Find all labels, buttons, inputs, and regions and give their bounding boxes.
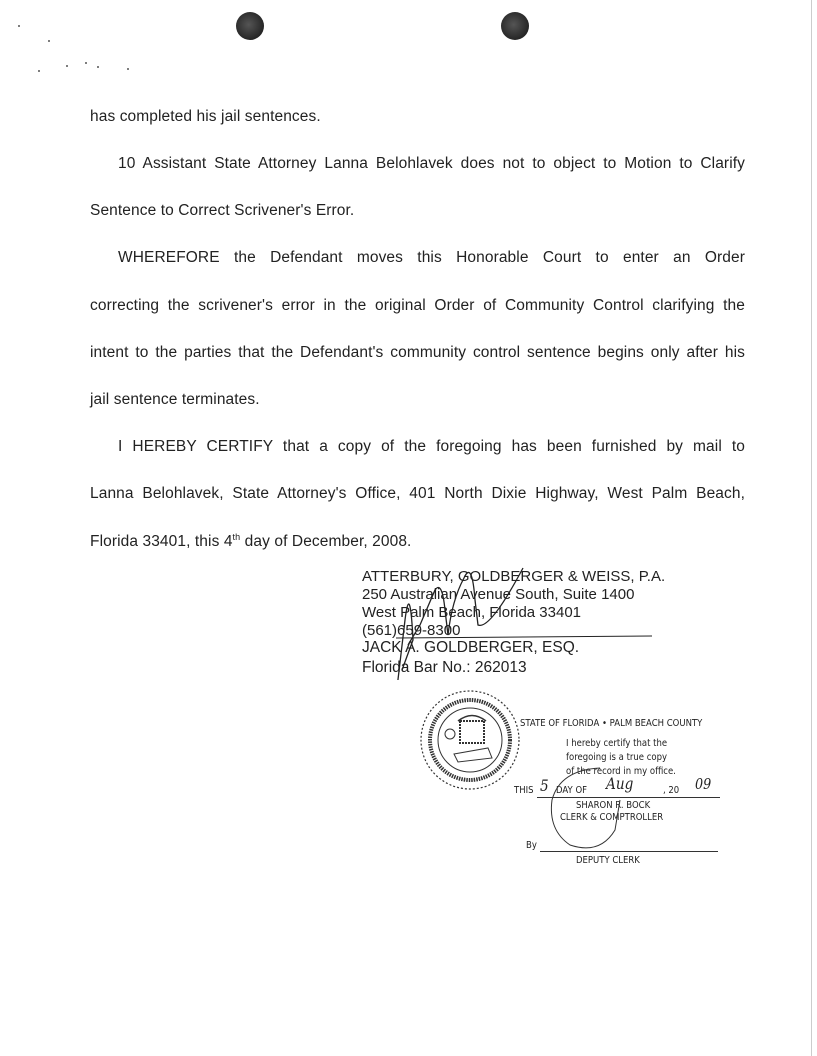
deputy-clerk-label: DEPUTY CLERK <box>576 855 640 866</box>
date-text: Florida 33401, this 4 <box>90 533 233 551</box>
day-of-label: DAY OF <box>556 785 588 796</box>
by-line <box>540 851 718 852</box>
month-value: Aug <box>606 774 634 793</box>
firm-address-2: West Palm Beach, Florida 33401 <box>362 604 582 621</box>
scan-speck <box>85 62 87 64</box>
stamp-line: I hereby certify that the <box>566 738 668 749</box>
body-line: Sentence to Correct Scrivener's Error. <box>90 202 355 219</box>
year-prefix: , 20 <box>663 785 680 796</box>
body-line: intent to the parties that the Defendant's community control sentence begins only after his <box>90 344 745 361</box>
scan-speck <box>127 68 129 70</box>
firm-address-1: 250 Australian Avenue South, Suite 1400 <box>362 586 635 603</box>
clerk-signature-scribble <box>540 760 660 860</box>
clerk-name: SHARON R. BOCK <box>576 800 651 811</box>
body-line: 10 Assistant State Attorney Lanna Belohlavek does not to object to Motion to Clarify <box>118 155 745 172</box>
scan-speck <box>48 40 50 42</box>
ordinal-suffix: th <box>232 532 241 542</box>
stamp-line: of the record in my office. <box>566 766 676 777</box>
scan-speck <box>97 66 99 68</box>
scan-speck <box>38 70 40 72</box>
body-line: I HEREBY CERTIFY that a copy of the foregoing has been furnished by mail to <box>118 438 745 455</box>
punch-hole-right <box>501 12 529 40</box>
body-line: correcting the scrivener's error in the original Order of Community Control clarifying the <box>90 297 745 314</box>
stamp-line: foregoing is a true copy <box>566 752 668 763</box>
bar-number: Florida Bar No.: 262013 <box>362 659 527 676</box>
court-seal <box>418 688 528 798</box>
firm-name: ATTERBURY, GOLDBERGER & WEISS, P.A. <box>362 568 666 585</box>
body-line: Lanna Belohlavek, State Attorney's Office, 401 North Dixie Highway, West Palm Beach, <box>90 485 745 502</box>
year-value: 09 <box>695 775 712 793</box>
body-line: has completed his jail sentences. <box>90 108 321 125</box>
punch-hole-left <box>236 12 264 40</box>
body-line: WHEREFORE the Defendant moves this Honorable Court to enter an Order <box>118 249 745 266</box>
stamp-header: STATE OF FLORIDA • PALM BEACH COUNTY <box>520 718 703 729</box>
scan-speck <box>66 65 68 67</box>
firm-phone: (561)659-8300 <box>362 622 461 639</box>
signer-name: JACK A. GOLDBERGER, ESQ. <box>362 639 580 656</box>
this-label: THIS <box>514 785 534 796</box>
by-label: By <box>526 840 537 851</box>
clerk-title: CLERK & COMPTROLLER <box>560 812 664 823</box>
day-value: 5 <box>540 776 549 795</box>
date-text: day of December, 2008. <box>240 533 412 551</box>
scan-edge <box>811 0 812 1056</box>
scan-speck <box>18 25 20 27</box>
body-line: jail sentence terminates. <box>90 391 260 408</box>
